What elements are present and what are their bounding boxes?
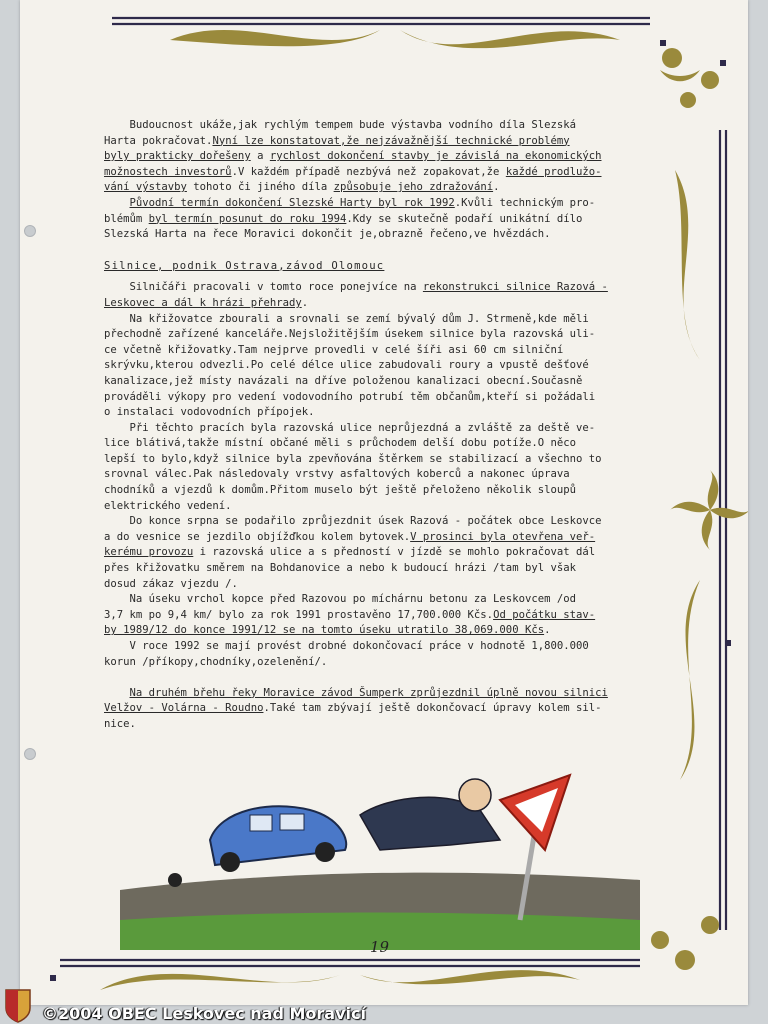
text-line — [104, 670, 664, 686]
text-segment: Na křižovatce zbourali a srovnali se zemí bývalý dům J. Strmeně,kde měli — [104, 312, 589, 325]
text-line — [104, 327, 664, 343]
text-line — [104, 134, 664, 150]
text-line — [104, 623, 664, 639]
text-line — [104, 639, 664, 655]
text-line — [104, 561, 664, 577]
text-line — [104, 227, 664, 243]
text-line — [104, 530, 664, 546]
underlined-text: Od počátku stav- — [493, 608, 596, 621]
underlined-text: V prosinci byla otevřena veř- — [410, 530, 596, 543]
page-number: 19 — [370, 938, 390, 956]
section-heading — [104, 259, 664, 275]
text-line — [104, 421, 664, 437]
underlined-text: Silnice, podnik Ostrava,závod Olomouc — [104, 259, 385, 272]
text-line — [104, 436, 664, 452]
text-segment: a — [250, 150, 270, 163]
text-line — [104, 374, 664, 390]
document-page — [20, 0, 748, 1005]
text-segment: kanalizace,jež místy navázali na dříve položenou kanalizaci obecní.Současně — [104, 374, 583, 387]
text-segment: 3,7 km po 9,4 km/ bylo za rok 1991 prostavěno 17,700.000 Kčs. — [104, 608, 494, 621]
text-line — [104, 545, 664, 561]
text-segment: . — [544, 624, 551, 637]
copyright-text: ©2004 OBEC Leskovec nad Moravicí — [42, 1003, 366, 1023]
text-segment: ce včetně křižovatky.Tam nejprve provedli v celé šíři asi 60 cm silniční — [104, 343, 564, 356]
text-segment: a do vesnice se jezdilo objížďkou kolem bytovek. — [104, 530, 411, 543]
underlined-text: každé prodlužo- — [505, 165, 602, 178]
text-segment — [104, 197, 130, 209]
text-segment: . — [301, 296, 309, 309]
person-icon — [360, 779, 500, 850]
text-segment: Při těchto pracích byla razovská ulice neprůjezdná a zvláště za deště ve- — [104, 421, 596, 434]
text-segment: V roce 1992 se mají provést drobné dokončovací práce v hodnotě 1,800.000 — [104, 640, 589, 652]
text-segment: .Kvůli technickým pro- — [454, 196, 596, 209]
text-segment: Slezská Harta na řece Moravici dokončit je,obrazně řečeno,ve hvězdách. — [104, 228, 551, 241]
text-line — [104, 280, 664, 296]
text-segment: Silničáři pracovali v tomto roce ponejvíce na — [104, 281, 423, 294]
text-segment: Budoucnost ukáže,jak rychlým tempem bude výstavba vodního díla Slezská — [104, 119, 576, 131]
text-segment: o instalaci vodovodních přípojek. — [104, 406, 315, 419]
text-segment: chodníků a vjezdů k domům.Přitom muselo být ještě přeloženo několik sloupů — [104, 484, 576, 497]
underlined-text: možnostech investorů — [104, 165, 232, 178]
text-line — [104, 608, 664, 624]
underlined-text: Nyní lze konstatovat,že nejzávažnější technické problémy — [212, 134, 570, 147]
underlined-text: byly prakticky dořešeny — [104, 150, 251, 163]
text-line — [104, 180, 664, 196]
text-line — [104, 577, 664, 593]
text-line — [104, 390, 664, 406]
text-line — [104, 717, 664, 733]
footer-bar — [0, 1002, 768, 1024]
text-line — [104, 655, 664, 671]
text-segment: elektrického vedení. — [104, 499, 232, 512]
text-segment: přes křižovatku směrem na Bohdanovice a nebo k budoucí hrázi /tam byl však — [104, 562, 576, 575]
underlined-text: rychlost dokončení stavby je závislá na ekonomických — [269, 150, 602, 163]
text-segment: nice. — [104, 717, 136, 730]
text-line — [104, 312, 664, 328]
text-segment: prováděli výkopy pro vedení vodovodního potrubí těm občanům,kteří si požádali — [104, 390, 596, 403]
text-line — [104, 592, 664, 608]
text-line — [104, 296, 664, 312]
text-segment: srovnal válec.Pak následovaly vrstvy asfaltových koberců a nakonec úprava — [104, 468, 570, 481]
text-line — [104, 149, 664, 165]
text-line — [104, 196, 664, 212]
text-line — [104, 405, 664, 421]
underlined-text: Na druhém břehu řeky Moravice závod Šumperk zprůjezdnil úplně novou silnici — [129, 686, 608, 699]
text-line — [104, 514, 664, 530]
text-line — [104, 452, 664, 468]
document-text — [104, 118, 664, 733]
underlined-text: Leskovec a dál k hrázi přehrady — [104, 296, 302, 309]
text-segment: .Také tam zbývají ještě dokončovací úpravy kolem sil- — [263, 702, 602, 715]
text-line — [104, 358, 664, 374]
text-segment: Harta pokračovat. — [104, 134, 213, 147]
text-segment: blémům — [104, 212, 149, 225]
text-segment: tohoto či jiného díla — [186, 181, 334, 194]
text-segment: přechodně zařízené kanceláře.Nejsložitějším úsekem silnice byla razovská uli- — [104, 328, 596, 341]
text-segment: .V každém případě nezbývá než zopakovat,že — [231, 165, 506, 178]
text-line — [104, 686, 664, 702]
underlined-text: by 1989/12 do konce 1991/12 se na tomto úseku utratilo 38,069.000 Kčs — [104, 624, 545, 637]
text-line — [104, 483, 664, 499]
text-segment: . — [493, 181, 500, 194]
text-segment: Do konce srpna se podařilo zprůjezdnit úsek Razová - počátek obce Leskovce — [104, 515, 602, 528]
underlined-text: kerému provozu — [104, 546, 194, 559]
text-segment: lepší to bylo,když silnice byla zpevňována štěrkem se stabilizací a všechno to — [104, 452, 602, 465]
text-line — [104, 499, 664, 515]
text-line — [104, 701, 664, 717]
underlined-text: vání výstavby — [104, 181, 187, 194]
text-segment: .Kdy se skutečně podaří unikátní dílo — [346, 212, 583, 225]
text-segment: dosud zákaz vjezdu /. — [104, 577, 238, 590]
text-line — [104, 118, 664, 134]
text-segment: Na úseku vrchol kopce před Razovou po míchárnu betonu za Leskovcem /od — [104, 593, 576, 606]
coat-of-arms-icon — [4, 988, 32, 1024]
text-line — [104, 212, 664, 228]
text-segment: lice blátivá,takže místní občané měli s průchodem delší dobu potíže.O něco — [104, 437, 576, 450]
text-segment: korun /příkopy,chodníky,ozelenění/. — [104, 655, 328, 668]
underlined-text: způsobuje jeho zdražování — [333, 181, 494, 194]
road-sign-illustration — [120, 770, 640, 950]
underlined-text: rekonstrukci silnice Razová - — [422, 281, 608, 294]
underlined-text: Původní termín dokončení Slezské Harty byl rok 1992 — [129, 196, 455, 209]
underlined-text: byl termín posunut do roku 1994 — [148, 212, 347, 225]
text-segment: skrývku,kterou odvezli.Po celé délce ulice zabudovali roury a vpustě dešťové — [104, 359, 589, 372]
underlined-text: Velžov - Volárna - Roudno — [104, 702, 264, 715]
text-segment — [104, 687, 130, 699]
text-line — [104, 343, 664, 359]
text-line — [104, 467, 664, 483]
text-segment: i razovská ulice a s předností v jízdě se mohlo pokračovat dál — [193, 546, 596, 559]
text-line — [104, 165, 664, 181]
